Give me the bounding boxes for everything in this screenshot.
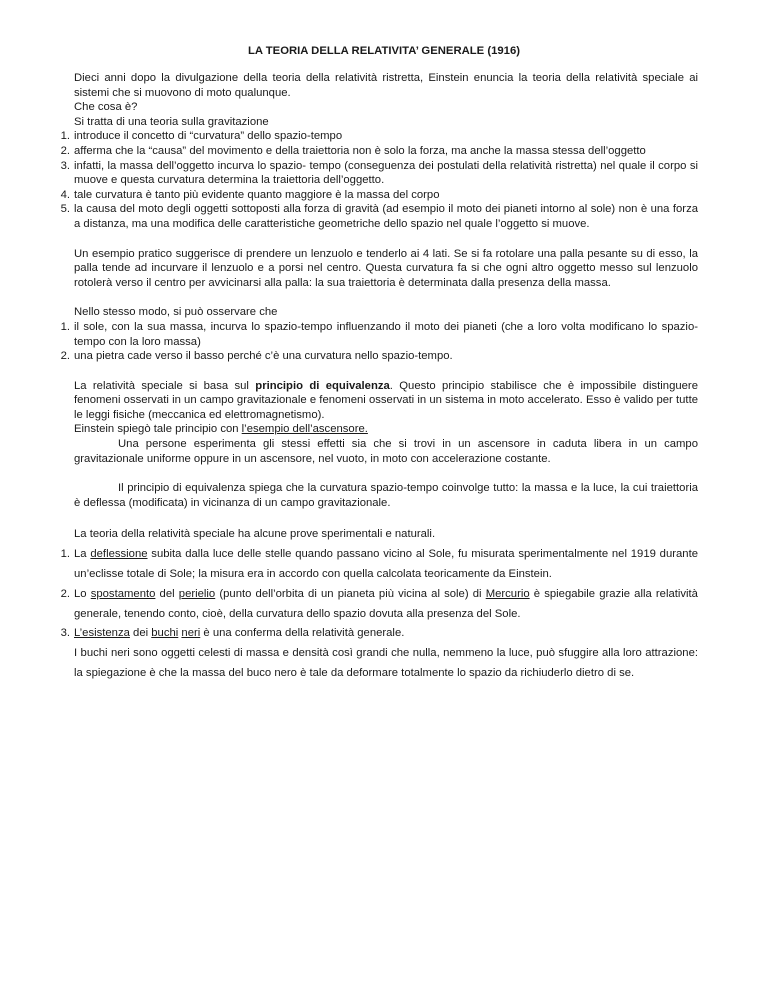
sheet-example-paragraph: Un esempio pratico suggerisce di prendere un lenzuolo e tenderlo ai 4 lati. Se si fa rotolare una palla pesante su di esso, la palla tende ad incurvare il lenzuolo e a porsi nel centro. Questa curvatura fa si che ogni altro oggetto messo sul lenzuolo rotolerà verso il centro per avvicinarsi alla palla: la sua traiettoria è determinata dalla presenza della massa. (74, 247, 698, 289)
holes-term: neri (181, 627, 201, 640)
list-item-text: il sole, con la sua massa, incurva lo spazio-tempo influenzando il moto dei pianeti (che a loro volta modificano lo spazio-tempo con la loro massa) (74, 320, 698, 348)
list-item-text: introduce il concetto di “curvatura” dello spazio-tempo (74, 130, 343, 143)
shift-term: spostamento (90, 587, 156, 600)
list-item: 3. L’esistenza dei buchi neri è una conferma della relatività generale. (74, 624, 698, 644)
examples-list (60, 320, 698, 364)
proofs-intro: La teoria della relatività speciale ha alcune prove sperimentali e naturali. (74, 528, 436, 541)
list-item (60, 188, 698, 203)
concept-list (60, 129, 698, 231)
elevator-reference (74, 422, 698, 437)
list-number: 2. (60, 587, 70, 600)
existence-term: L’esistenza (74, 627, 130, 640)
list-number: 4. (60, 188, 70, 201)
list-item (60, 159, 698, 188)
list-item: 1. La deflessione subita dalla luce delle stelle quando passano vicino al Sole, fu misurata sperimentalmente nel 1919 durante un’eclisse totale di Sole; la misura era in accordo con quella calcolata teoricamente da Einstein. (74, 545, 698, 585)
list-number: 3. (60, 627, 70, 640)
document-body (60, 71, 698, 684)
list-number: 3. (60, 159, 70, 172)
curvature-paragraph: Il principio di equivalenza spiega che la curvatura spazio-tempo coinvolge tutto: la massa e la luce, la cui traiettoria è deflessa (modificata) in vicinanza di un campo gravitazionale. (74, 482, 698, 509)
list-item (60, 320, 698, 349)
elevator-text: Einstein spiegò tale principio con (74, 423, 242, 436)
equivalence-text-end: . Questo principio stabilisce che è impossibile distinguere fenomeni osservati in un campo gravitazionale e fenomeni osservati in un sistema in moto accelerato. Esso è valido per tutte le leggi fisiche (meccanica ed elettromagnetismo). (74, 379, 698, 421)
equivalence-paragraph (74, 379, 698, 423)
list-item: 2. Lo spostamento del perielio (punto dell’orbita di un pianeta più vicina al sole) di Mercurio è spiegabile grazie alla relatività generale, tenendo conto, cioè, della curvatura dello spazio dovuta alla presenza del Sole. (74, 585, 698, 625)
mercury-term: Mercurio (485, 587, 530, 600)
list-item-text: infatti, la massa dell’oggetto incurva lo spazio- tempo (conseguenza dei postulati della relatività ristretta) nel quale il corpo si muove e questa curvatura determina la traiettoria dell’oggetto. (74, 159, 698, 187)
intro-question: Che cosa è? (74, 101, 138, 114)
black-holes-paragraph: I buchi neri sono oggetti celesti di massa e densità così grandi che nulla, nemmeno la luce, può sfuggire alla loro attrazione: la spiegazione è che la massa del buco nero è tale da deformare totalmente lo spazio da richiuderlo dietro di se. (74, 647, 698, 680)
proofs-section (60, 525, 698, 683)
deflection-term: deflessione (90, 548, 148, 561)
document-title: LA TEORIA DELLA RELATIVITA’ GENERALE (1916) (248, 45, 520, 57)
list-item-text: afferma che la “causa” del movimento e della traiettoria non è solo la forza, ma anche la massa stessa dell’oggetto (74, 144, 646, 157)
black-term: buchi (151, 627, 179, 640)
list-item (60, 144, 698, 159)
list-number: 1. (60, 130, 70, 143)
list-item-text: tale curvatura è tanto più evidente quanto maggiore è la massa del corpo (74, 188, 440, 201)
list-number: 2. (60, 350, 70, 363)
list-item-text: una pietra cade verso il basso perché c’è una curvatura nello spazio-tempo. (74, 350, 453, 363)
intro-paragraph: Dieci anni dopo la divulgazione della teoria della relatività ristretta, Einstein enuncia la teoria della relatività speciale ai sistemi che si muovono di moto qualunque. (74, 72, 698, 99)
elevator-example-term: l’esempio dell’ascensore. (241, 423, 368, 436)
elevator-paragraph: Una persone esperimenta gli stessi effetti sia che si trovi in un ascensore in caduta libera in un campo gravitazionale uniforme oppure in un ascensore, nel vuoto, in moto con accelerazione costante. (74, 438, 698, 465)
list-item (60, 129, 698, 144)
equivalence-principle-term: principio di equivalenza (255, 379, 390, 392)
same-way-paragraph: Nello stesso modo, si può osservare che (74, 306, 278, 319)
intro-answer: Si tratta di una teoria sulla gravitazione (74, 115, 269, 128)
list-item-text: la causa del moto degli oggetti sottoposti alla forza di gravità (ad esempio il moto dei pianeti intorno al sole) non è una forza a distanza, ma una modifica delle caratteristiche geometriche dello spazio nel quale l’oggetto si muove. (74, 203, 698, 230)
list-number: 1. (60, 320, 70, 333)
list-number: 1. (60, 548, 70, 561)
perihelion-term: perielio (178, 587, 216, 600)
list-item (60, 202, 698, 231)
list-number: 5. (60, 203, 70, 216)
list-item (60, 349, 698, 364)
list-number: 2. (60, 144, 70, 157)
equivalence-text-start: La relatività speciale si basa sul (74, 379, 256, 392)
